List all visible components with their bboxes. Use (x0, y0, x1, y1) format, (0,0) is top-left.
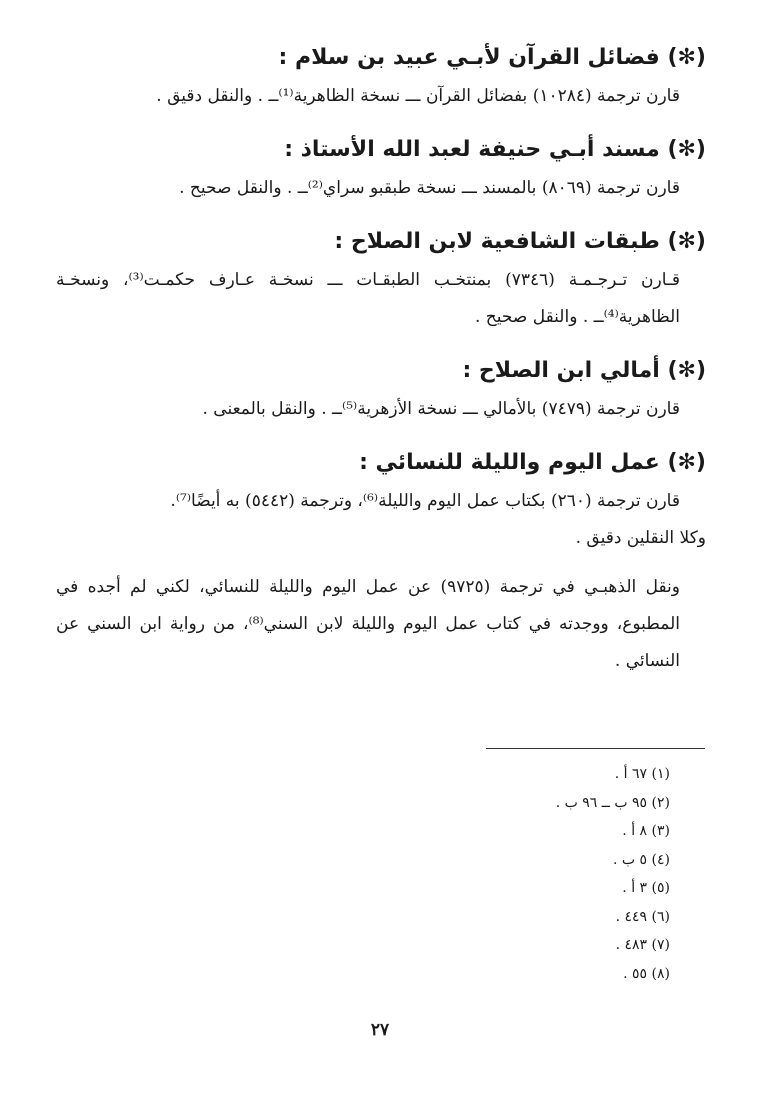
section-heading: (✻) طبقات الشافعية لابن الصلاح : (334, 229, 706, 254)
section-body: قارن ترجمة (٧٤٧٩) بالأمالي ـــ نسخة الأزهرية⁽⁵⁾ــ . والنقل بالمعنى . (202, 399, 680, 419)
section-heading: (✻) فضائل القرآن لأبـي عبيد بن سلام : (278, 45, 706, 70)
footnote-item: (٧) ٤٨٣ . (615, 937, 670, 953)
footnote-item: (١) ٦٧ أ . (614, 766, 670, 782)
footnote-item: (٣) ٨ أ . (622, 823, 670, 839)
footnote-item: (٥) ٣ أ . (622, 880, 670, 896)
section-body-continued: وكلا النقلين دقيق . (575, 528, 706, 548)
section-amali-ibn-al-salah (56, 351, 706, 428)
footnote-item: (٤) ٥ ب . (613, 851, 670, 868)
footnote-divider (486, 748, 705, 749)
section-body: قارن ترجمة (٨٠٦٩) بالمسند ـــ نسخة طبقبو سراي⁽²⁾ــ . والنقل صحيح . (179, 178, 680, 198)
section-body: قارن ترجمة (١٠٢٨٤) بفضائل القرآن ـــ نسخة الظاهرية⁽¹⁾ــ . والنقل دقيق . (156, 86, 680, 106)
footnote-item: (٢) ٩٥ ب ــ ٩٦ ب . (555, 794, 670, 811)
section-body-note: ونقل الذهبـي في ترجمة (٩٧٢٥) عن عمل اليوم والليلة للنسائي، لكني لم أجده في المطبوع، ووجدته في كتاب عمل اليوم والليلة لابن السني⁽⁸⁾، من رواية ابن السني عن النسائي . (56, 577, 680, 671)
footnote-item: (٨) ٥٥ . (623, 965, 670, 982)
section-body: قـارن تـرجـمـة (٧٣٤٦) بمنتخـب الطبقـات ـــ نسخـة عـارف حكمـت⁽³⁾، ونسخـة الظاهرية⁽⁴⁾ــ . والنقل صحيح . (56, 270, 680, 327)
footnotes (370, 760, 670, 988)
section-musnad-abi-hanifa (56, 130, 706, 207)
footnote-item: (٦) ٤٤٩ . (615, 908, 670, 925)
section-heading: (✻) أمالي ابن الصلاح : (462, 358, 706, 383)
section-amal-al-yawm-wal-layla (56, 443, 706, 680)
section-body: قارن ترجمة (٢٦٠) بكتاب عمل اليوم والليلة⁽⁶⁾، وترجمة (٥٤٤٢) به أيضًا⁽⁷⁾. (170, 491, 680, 511)
section-tabaqat-al-shafiiya (56, 222, 706, 336)
page-number: ٢٧ (370, 1020, 390, 1040)
section-fadail-al-quran (56, 38, 706, 115)
section-heading: (✻) مسند أبـي حنيفة لعبد الله الأستاذ : (284, 137, 706, 162)
section-heading: (✻) عمل اليوم والليلة للنسائي : (359, 450, 706, 475)
page-content (56, 38, 706, 680)
